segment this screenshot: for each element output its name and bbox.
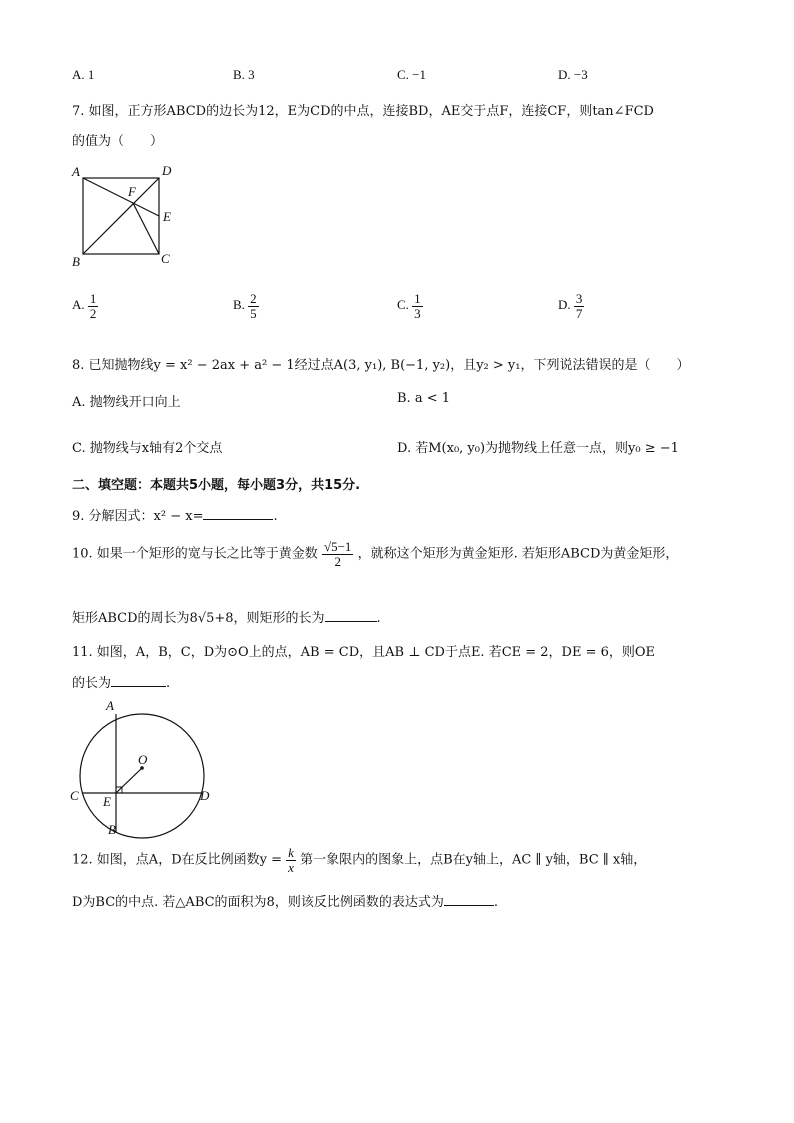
q10-end: . (376, 611, 381, 626)
q7-option-d (558, 292, 584, 320)
q7-option-d-den: 7 (575, 305, 583, 321)
q10-frac-num: √5−1 (323, 539, 352, 554)
q12-frac-den: x (288, 859, 294, 875)
q12-stem-line1 (72, 846, 646, 874)
q12-text-post: 第一象限内的图象上，点B在y轴上，AC ∥ y轴，BC ∥ x轴， (300, 852, 647, 868)
q8-stem: 8. 已知抛物线y = x² − 2ax + a² − 1经过点A(3, y₁), B(−1, y₂)，且y₂ > y₁，下列说法错误的是（ ） (72, 358, 690, 373)
q7-option-b-fraction (248, 292, 259, 320)
q11-stem-line2 (72, 672, 170, 691)
label-f: F (128, 184, 136, 199)
q7-option-a-den: 2 (89, 305, 97, 321)
q9-text: 9. 分解因式：x² − x= (72, 509, 204, 524)
label-c: C (161, 251, 170, 266)
label-b: B (72, 254, 80, 269)
q10-text-pre: 10. 如果一个矩形的宽与长之比等于黄金数 (72, 546, 318, 562)
q6-option-d: D. −3 (558, 67, 588, 82)
q8-option-b: B. a < 1 (397, 391, 450, 406)
label-o: O (138, 752, 148, 767)
q7-option-c-letter: C. (397, 297, 409, 313)
label-e: E (163, 209, 171, 224)
segment-oe (116, 768, 142, 793)
q7-option-d-letter: D. (558, 297, 571, 313)
q10-frac-den: 2 (334, 553, 341, 569)
q7-option-b (233, 292, 259, 320)
q6-option-c: C. −1 (397, 67, 427, 82)
q7-option-c-num: 1 (414, 291, 421, 306)
q7-option-d-fraction (574, 292, 585, 320)
q7-square-diagram (66, 160, 186, 270)
q7-option-a (72, 292, 98, 320)
q7-option-a-letter: A. (72, 297, 85, 313)
q12-end: . (493, 895, 498, 910)
label-d: D (162, 163, 172, 178)
label-a: A (106, 698, 114, 713)
q11-circle-diagram (66, 696, 226, 840)
q12-kx-fraction (286, 846, 296, 874)
q7-stem-line2: 的值为（ ） (72, 134, 164, 149)
q12-frac-num: k (288, 845, 294, 860)
q9-stem (72, 505, 278, 524)
q7-option-c-den: 3 (414, 305, 421, 321)
q10-stem-line2 (72, 607, 381, 626)
q8-option-c: C. 抛物线与x轴有2个交点 (72, 441, 223, 456)
q10-text-post: ，就称这个矩形为黄金矩形. 若矩形ABCD为黄金矩形， (357, 546, 679, 562)
label-b: B (108, 822, 116, 837)
q12-stem-line2 (72, 891, 498, 910)
q10-golden-fraction (322, 540, 353, 568)
q7-option-a-num: 1 (89, 291, 97, 306)
q7-option-b-letter: B. (233, 297, 245, 313)
q12-text-pre: 12. 如图，点A，D在反比例函数y = (72, 852, 282, 868)
diagonal-bd (83, 178, 159, 254)
q12-line2-text: D为BC的中点. 若△ABC的面积为8，则该反比例函数的表达式为 (72, 895, 444, 910)
q11-end: . (166, 676, 171, 691)
segment-ae (83, 178, 159, 216)
q7-option-d-num: 3 (575, 291, 583, 306)
q7-stem-line1: 7. 如图，正方形ABCD的边长为12，E为CD的中点，连接BD，AE交于点F，连接CF，则tan∠FCD (72, 104, 654, 119)
q10-stem-line1 (72, 540, 678, 568)
q7-option-b-num: 2 (250, 291, 257, 306)
q6-option-a: A. 1 (72, 67, 95, 82)
q11-answer-blank (111, 685, 166, 687)
q11-line2-text: 的长为 (72, 676, 112, 691)
q12-answer-blank (444, 904, 494, 906)
section-heading-fill-in: 二、填空题：本题共5小题，每小题3分，共15分. (72, 478, 361, 493)
label-c: C (70, 788, 79, 803)
label-a: A (72, 164, 80, 179)
q9-answer-blank (203, 518, 273, 520)
q9-end: . (273, 509, 278, 524)
circle-o (80, 714, 204, 838)
q8-option-d: D. 若M(x₀, y₀)为抛物线上任意一点，则y₀ ≥ −1 (397, 441, 679, 456)
q7-option-c (397, 292, 423, 320)
q7-option-b-den: 5 (250, 305, 257, 321)
label-d: D (200, 788, 210, 803)
q6-option-b: B. 3 (233, 67, 255, 82)
q8-option-a: A. 抛物线开口向上 (72, 395, 181, 410)
label-e: E (103, 794, 111, 809)
q10-line2-text: 矩形ABCD的周长为8√5+8，则矩形的长为 (72, 611, 325, 626)
q7-option-a-fraction (88, 292, 99, 320)
q10-answer-blank (325, 620, 377, 622)
q7-option-c-fraction (412, 292, 423, 320)
segment-cf (133, 203, 159, 254)
q11-stem-line1: 11. 如图，A，B，C，D为⊙O上的点，AB = CD，且AB ⊥ CD于点E. 若CE = 2，DE = 6，则OE (72, 645, 656, 660)
